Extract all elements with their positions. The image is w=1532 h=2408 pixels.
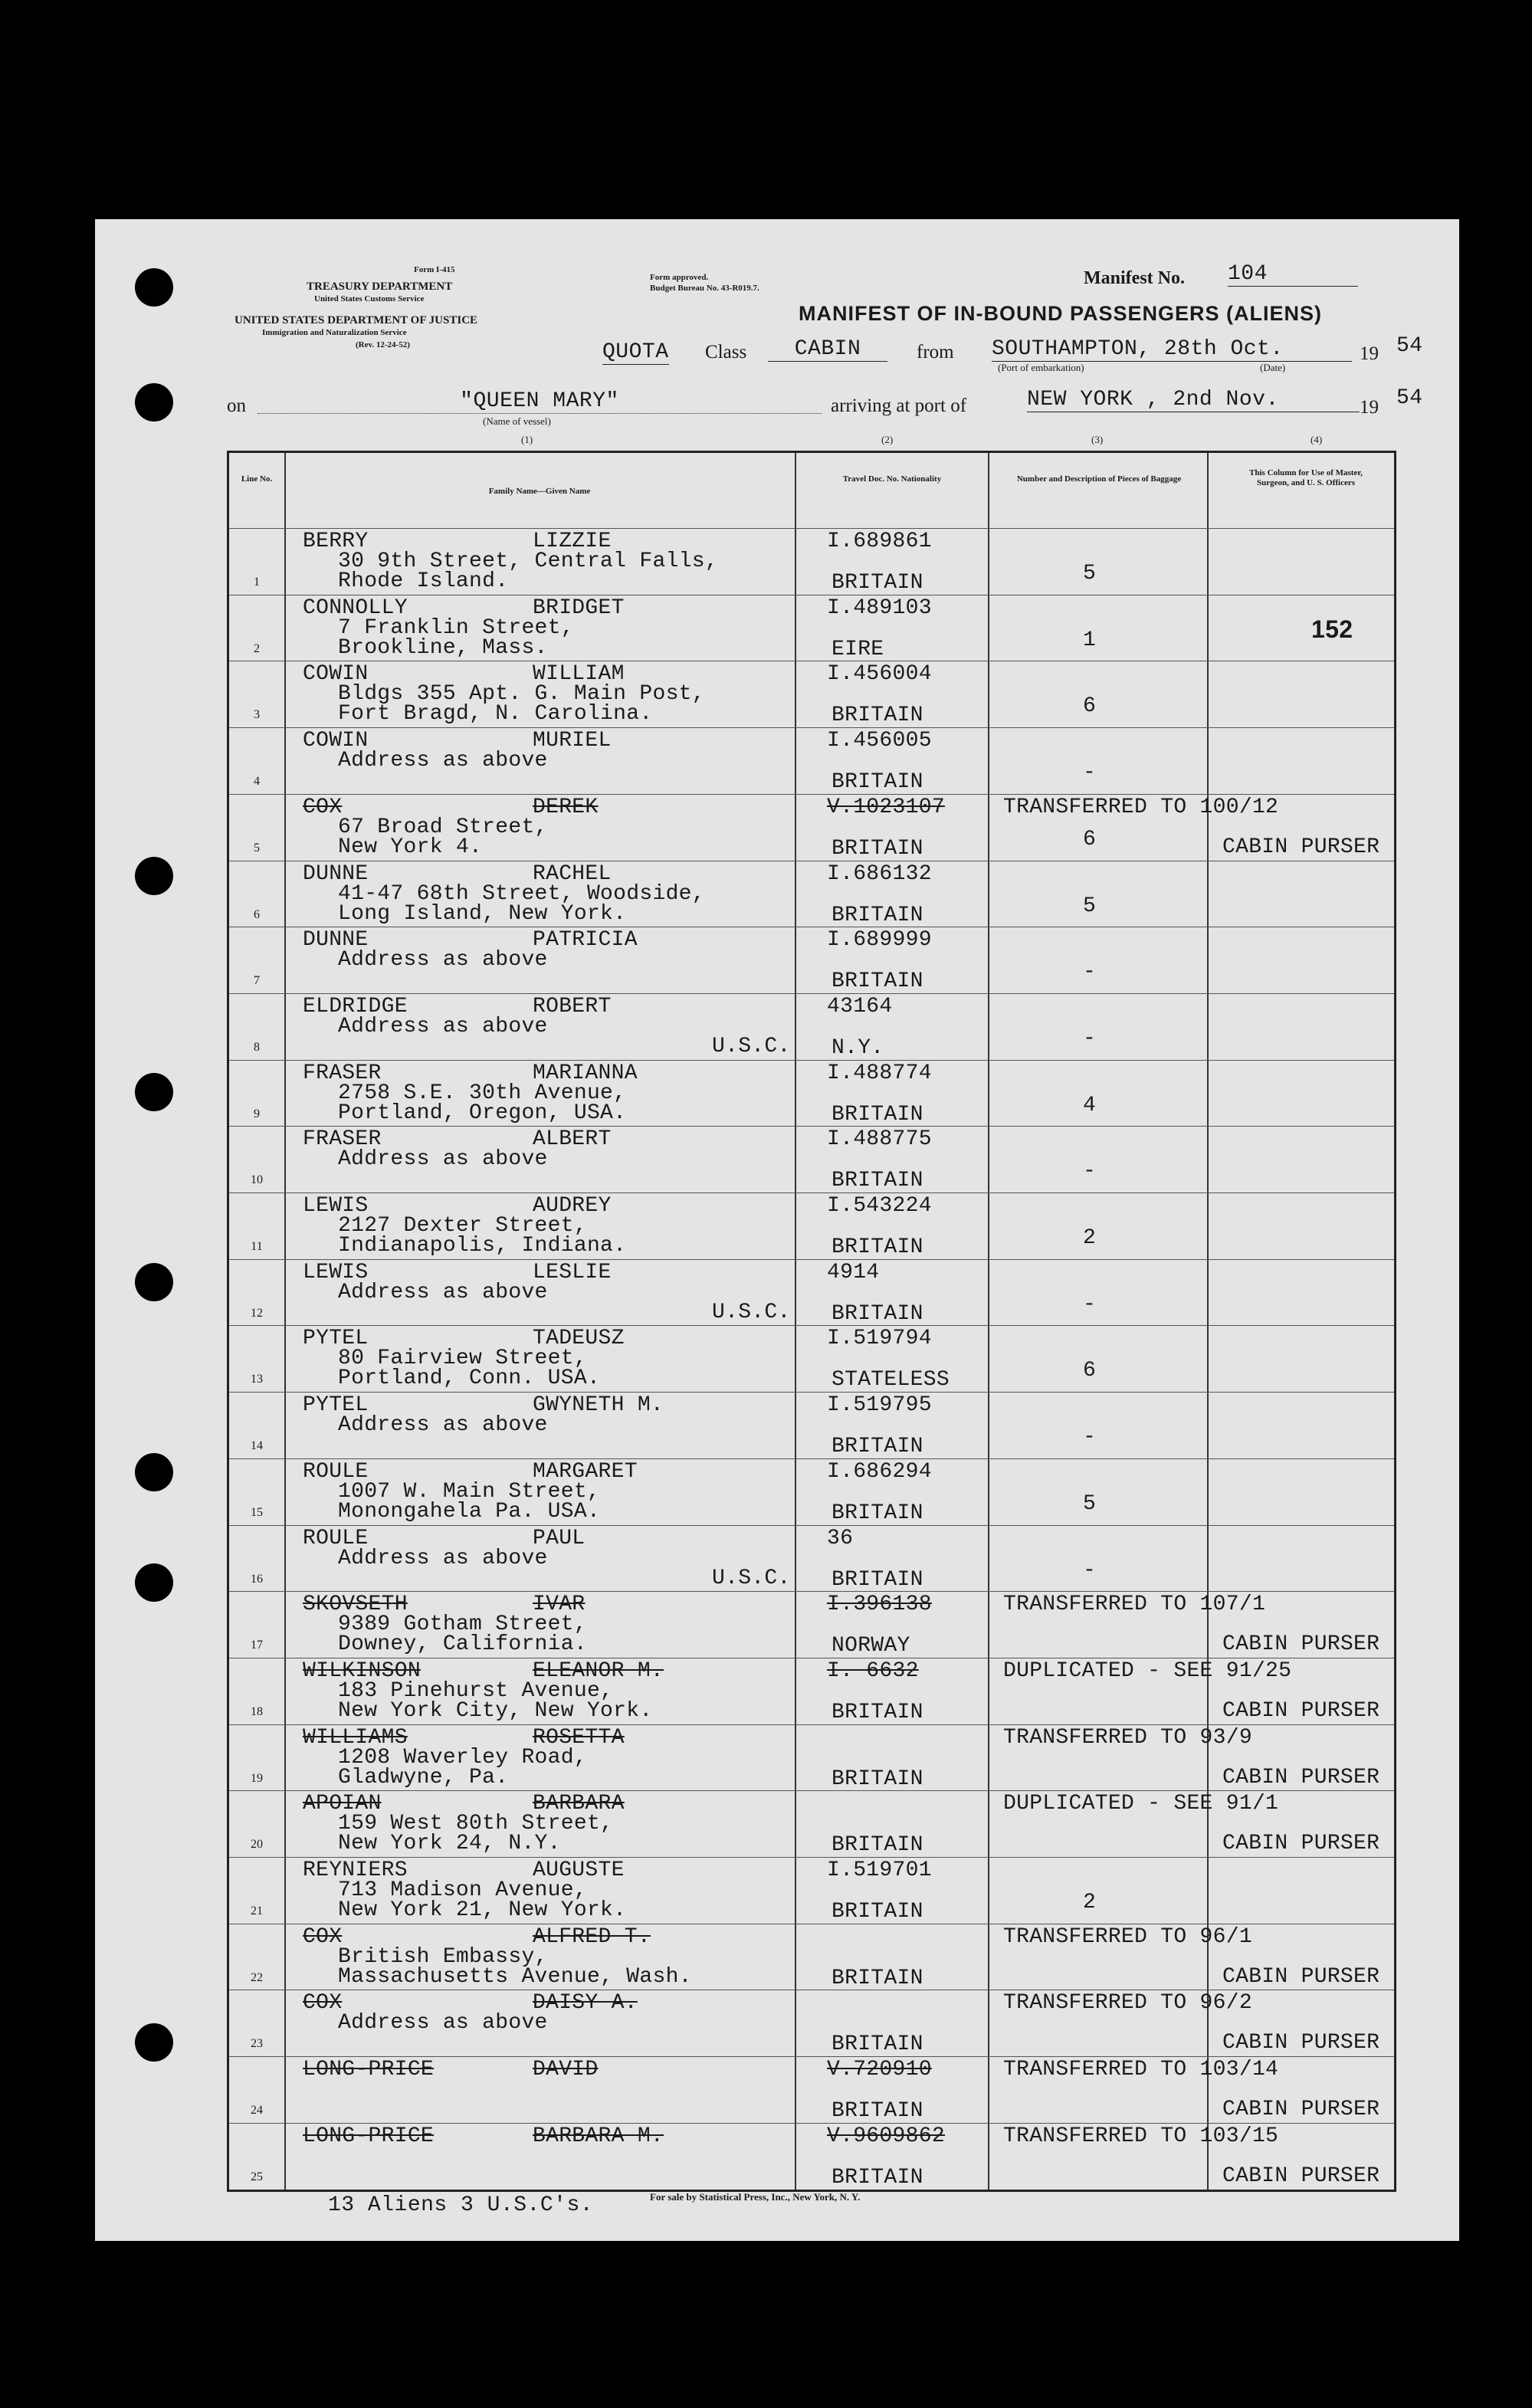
line-number: 12 (251, 1306, 263, 1320)
given-name: LIZZIE (533, 530, 612, 553)
travel-doc-number: I.396138 (827, 1593, 932, 1617)
address-line: Rhode Island. (338, 569, 509, 593)
address-line: 41-47 68th Street, Woodside, (338, 881, 705, 906)
family-name: ROULE (303, 1459, 369, 1484)
col-header-line: Line No. (241, 474, 273, 484)
nationality: BRITAIN (832, 704, 923, 728)
address-line: Address as above (338, 1413, 548, 1438)
family-name: REYNIERS (303, 1858, 408, 1882)
given-name: ALBERT (533, 1127, 612, 1152)
usc-marker: U.S.C. (712, 1300, 791, 1324)
nationality: BRITAIN (832, 1501, 923, 1525)
line-number: 2 (254, 641, 260, 655)
class-label: Class (705, 342, 747, 363)
baggage-count: - (1083, 761, 1097, 786)
baggage-count: 4 (1083, 1093, 1097, 1117)
arrival-port-date: NEW YORK , 2nd Nov. (1027, 388, 1360, 412)
family-name: WILLIAMS (303, 1725, 408, 1750)
nationality: BRITAIN (832, 1102, 923, 1127)
nationality: BRITAIN (832, 2165, 923, 2190)
line-number: 15 (251, 1505, 263, 1519)
form-revision: (Rev. 12-24-52) (356, 340, 410, 349)
col-header-officers: This Column for Use of Master, Surgeon, and U. S. Officers (1249, 468, 1363, 487)
nationality: EIRE (832, 637, 884, 661)
baggage-count: 5 (1083, 894, 1097, 918)
given-name: ALFRED T. (533, 1924, 651, 1949)
baggage-count: - (1083, 1160, 1097, 1184)
line-number: 24 (251, 2104, 263, 2118)
travel-doc-number: I.488775 (827, 1127, 932, 1152)
address-line: Bldgs 355 Apt. G. Main Post, (338, 682, 705, 707)
address-line: 80 Fairview Street, (338, 1347, 587, 1371)
officer-note: TRANSFERRED TO 96/2 (1003, 1991, 1252, 2016)
baggage-count: 2 (1083, 1226, 1097, 1250)
vessel-caption: (Name of vessel) (483, 415, 551, 427)
baggage-count: - (1083, 960, 1097, 985)
given-name: PATRICIA (533, 928, 638, 953)
line-number: 17 (251, 1639, 263, 1652)
nationality: STATELESS (832, 1368, 950, 1393)
row-divider (229, 1724, 1394, 1725)
travel-doc-number: 43164 (827, 994, 893, 1019)
baggage-count: - (1083, 1425, 1097, 1450)
baggage-count: 1 (1083, 628, 1097, 652)
address-line: Long Island, New York. (338, 901, 627, 926)
travel-doc-number: I.689999 (827, 928, 932, 953)
address-line: Monongahela Pa. USA. (338, 1499, 601, 1524)
officer-note-signature: CABIN PURSER (1222, 1765, 1380, 1790)
given-name: WILLIAM (533, 662, 625, 687)
line-number: 8 (254, 1040, 260, 1054)
nationality: BRITAIN (832, 1169, 923, 1193)
nationality: BRITAIN (832, 1235, 923, 1259)
colnum-3: (3) (1091, 434, 1104, 445)
baggage-count: 5 (1083, 562, 1097, 586)
budget-bureau: Budget Bureau No. 43-R019.7. (650, 284, 759, 293)
baggage-count: 6 (1083, 1359, 1097, 1383)
address-line: 183 Pinehurst Avenue, (338, 1678, 614, 1703)
address-line: Address as above (338, 2011, 548, 2036)
given-name: GWYNETH M. (533, 1393, 664, 1418)
given-name: DAISY A. (533, 1991, 638, 2016)
travel-doc-number: I.543224 (827, 1194, 932, 1218)
class-value: CABIN (768, 337, 887, 362)
row-divider (229, 993, 1394, 994)
line-number: 25 (251, 2170, 263, 2183)
nationality: BRITAIN (832, 1900, 923, 1924)
officer-note: TRANSFERRED TO 103/14 (1003, 2058, 1279, 2082)
row-divider (229, 1591, 1394, 1592)
line-number: 9 (254, 1107, 260, 1120)
given-name: MURIEL (533, 729, 612, 753)
dept-justice: UNITED STATES DEPARTMENT OF JUSTICE (235, 314, 478, 326)
address-line: 159 West 80th Street, (338, 1812, 614, 1836)
address-line: 30 9th Street, Central Falls, (338, 550, 718, 573)
address-line: Brookline, Mass. (338, 635, 548, 660)
family-name: LEWIS (303, 1194, 369, 1218)
manifest-label: Manifest No. (1084, 268, 1185, 288)
address-line: Address as above (338, 1147, 548, 1172)
travel-doc-number: I.689861 (827, 530, 932, 553)
officer-note: DUPLICATED - SEE 91/1 (1003, 1792, 1279, 1816)
baggage-count: 6 (1083, 827, 1097, 851)
printer-credit: For sale by Statistical Press, Inc., New York, N. Y. (650, 2191, 861, 2203)
row-divider (229, 1857, 1394, 1858)
row-divider (229, 1392, 1394, 1393)
row-divider (229, 1525, 1394, 1526)
punch-hole (135, 1563, 173, 1602)
line-number: 18 (251, 1704, 263, 1718)
address-line: New York 4. (338, 835, 483, 859)
line-number: 19 (251, 1771, 263, 1785)
given-name: ROSETTA (533, 1725, 625, 1750)
travel-doc-number: I.456005 (827, 729, 932, 753)
address-line: 1007 W. Main Street, (338, 1479, 601, 1504)
officer-note-signature: CABIN PURSER (1222, 2098, 1380, 2122)
given-name: AUGUSTE (533, 1858, 625, 1882)
address-line: 2758 S.E. 30th Avenue, (338, 1081, 627, 1105)
travel-doc-number: I.488774 (827, 1061, 932, 1085)
line-number: 20 (251, 1838, 263, 1852)
line-number: 5 (254, 841, 260, 855)
line-number: 13 (251, 1373, 263, 1386)
travel-doc-number: V.720910 (827, 2058, 932, 2082)
baggage-count: 6 (1083, 694, 1097, 719)
punch-hole (135, 1453, 173, 1491)
manifest-number: 104 (1228, 262, 1358, 287)
punch-hole (135, 383, 173, 422)
officer-note: TRANSFERRED TO 96/1 (1003, 1924, 1252, 1949)
officer-note-signature: CABIN PURSER (1222, 1698, 1380, 1723)
row-divider (229, 2123, 1394, 2124)
travel-doc-number: I.686294 (827, 1459, 932, 1484)
punch-hole (135, 1263, 173, 1301)
given-name: MARGARET (533, 1459, 638, 1484)
row-divider (229, 1126, 1394, 1127)
from-value: SOUTHAMPTON, 28th Oct. (992, 337, 1352, 362)
family-name: ROULE (303, 1526, 369, 1550)
dept-ins: Immigration and Naturalization Service (262, 328, 407, 337)
given-name: AUDREY (533, 1194, 612, 1218)
row-divider (229, 1259, 1394, 1260)
quota-label: QUOTA (602, 340, 669, 364)
family-name: COX (303, 1924, 343, 1949)
given-name: LESLIE (533, 1260, 612, 1284)
officer-note: TRANSFERRED TO 103/15 (1003, 2124, 1279, 2148)
given-name: PAUL (533, 1526, 586, 1550)
year-prefix: 19 (1360, 343, 1379, 364)
address-line: 9389 Gotham Street, (338, 1612, 587, 1637)
address-line: Massachusetts Avenue, Wash. (338, 1964, 692, 1989)
family-name: BERRY (303, 530, 369, 553)
date-caption: (Date) (1260, 362, 1286, 373)
nationality: NORWAY (832, 1634, 910, 1658)
family-name: DUNNE (303, 928, 369, 953)
given-name: BARBARA M. (533, 2124, 664, 2148)
line-number: 3 (254, 708, 260, 722)
nationality: BRITAIN (832, 1966, 923, 1990)
on-label: on (227, 395, 246, 416)
row-divider (229, 1790, 1394, 1791)
nationality: BRITAIN (832, 969, 923, 994)
row-divider (229, 1458, 1394, 1459)
given-name: RACHEL (533, 861, 612, 886)
address-line: New York 21, New York. (338, 1898, 627, 1922)
punch-hole (135, 1073, 173, 1111)
address-line: 1208 Waverley Road, (338, 1745, 587, 1770)
vessel-name: "QUEEN MARY" (258, 389, 822, 414)
officer-note-signature: CABIN PURSER (1222, 1832, 1380, 1856)
arriving-label: arriving at port of (831, 395, 967, 416)
family-name: LONG-PRICE (303, 2058, 435, 2082)
port-embark-caption: (Port of embarkation) (998, 362, 1084, 373)
baggage-count: 5 (1083, 1491, 1097, 1516)
nationality: BRITAIN (832, 1767, 923, 1791)
line-number: 7 (254, 974, 260, 988)
given-name: ROBERT (533, 994, 612, 1019)
family-name: COX (303, 1991, 343, 2016)
officer-note-signature: CABIN PURSER (1222, 2031, 1380, 2055)
given-name: TADEUSZ (533, 1327, 625, 1351)
address-line: British Embassy, (338, 1944, 548, 1969)
travel-doc-number: V.1023107 (827, 795, 945, 819)
officer-note-signature: CABIN PURSER (1222, 1964, 1380, 1989)
line-number: 22 (251, 1970, 263, 1984)
nationality: BRITAIN (832, 1435, 923, 1459)
line-number: 16 (251, 1572, 263, 1586)
travel-doc-number: V.9609862 (827, 2124, 945, 2148)
from-label: from (917, 342, 954, 363)
address-line: 713 Madison Avenue, (338, 1878, 587, 1902)
given-name: ELEANOR M. (533, 1658, 664, 1683)
nationality: BRITAIN (832, 836, 923, 861)
nationality: BRITAIN (832, 770, 923, 795)
punch-hole (135, 268, 173, 307)
family-name: COX (303, 795, 343, 819)
officer-note: DUPLICATED - SEE 91/25 (1003, 1658, 1292, 1683)
family-name: DUNNE (303, 861, 369, 886)
travel-doc-number: 36 (827, 1526, 854, 1550)
nationality: BRITAIN (832, 1700, 923, 1724)
officer-note-signature: CABIN PURSER (1222, 835, 1380, 859)
usc-marker: U.S.C. (712, 1034, 791, 1058)
travel-doc-number: 4914 (827, 1260, 880, 1284)
nationality: BRITAIN (832, 1567, 923, 1592)
family-name: WILKINSON (303, 1658, 421, 1683)
usc-marker: U.S.C. (712, 1566, 791, 1590)
family-name: APOIAN (303, 1792, 382, 1816)
family-name: LEWIS (303, 1260, 369, 1284)
address-line: Downey, California. (338, 1632, 587, 1657)
given-name: IVAR (533, 1593, 586, 1617)
address-line: Address as above (338, 948, 548, 973)
family-name: CONNOLLY (303, 595, 408, 620)
manifest-title: MANIFEST OF IN-BOUND PASSENGERS (ALIENS) (799, 302, 1323, 325)
row-divider (229, 1325, 1394, 1326)
travel-doc-number: I.519794 (827, 1327, 932, 1351)
family-name: PYTEL (303, 1393, 369, 1418)
officer-note-signature: CABIN PURSER (1222, 2164, 1380, 2188)
address-line: Address as above (338, 749, 548, 773)
baggage-count: - (1083, 1558, 1097, 1583)
dept-treasury: TREASURY DEPARTMENT (307, 280, 453, 293)
nationality: BRITAIN (832, 2032, 923, 2057)
nationality: BRITAIN (832, 1833, 923, 1858)
nationality: BRITAIN (832, 1301, 923, 1326)
baggage-count: - (1083, 1292, 1097, 1317)
line-number: 21 (251, 1904, 263, 1918)
travel-doc-number: I.519701 (827, 1858, 932, 1882)
punch-hole (135, 857, 173, 895)
passenger-table (227, 451, 1396, 2192)
row-divider (229, 727, 1394, 728)
line-number: 4 (254, 775, 260, 789)
line-number: 11 (251, 1240, 263, 1253)
given-name: DAVID (533, 2058, 599, 2082)
colnum-2: (2) (881, 434, 894, 445)
line-number: 14 (251, 1439, 263, 1453)
family-name: ELDRIDGE (303, 994, 408, 1019)
year2-prefix: 19 (1360, 397, 1379, 418)
officer-note: TRANSFERRED TO 107/1 (1003, 1593, 1266, 1617)
colnum-1: (1) (521, 434, 533, 445)
line-number: 10 (251, 1173, 263, 1187)
col-header-name: Family Name—Given Name (488, 487, 591, 496)
baggage-count: - (1083, 1026, 1097, 1051)
line-number: 6 (254, 907, 260, 921)
address-line: Indianapolis, Indiana. (338, 1234, 627, 1258)
row-divider (229, 1060, 1394, 1061)
address-line: Portland, Conn. USA. (338, 1366, 601, 1391)
given-name: BRIDGET (533, 595, 625, 620)
col-header-travel-doc: Travel Doc. No. Nationality (842, 474, 942, 484)
col-header-baggage: Number and Description of Pieces of Baggage (1016, 474, 1182, 484)
row-divider (229, 794, 1394, 795)
given-name: MARIANNA (533, 1061, 638, 1085)
address-line: 67 Broad Street, (338, 815, 548, 839)
nationality: BRITAIN (832, 571, 923, 595)
family-name: SKOVSETH (303, 1593, 408, 1617)
family-name: COWIN (303, 662, 369, 687)
address-line: Address as above (338, 1014, 548, 1038)
form-number: Form I-415 (414, 265, 455, 274)
address-line: New York 24, N.Y. (338, 1832, 561, 1856)
address-line: Address as above (338, 1546, 548, 1570)
travel-doc-number: I.686132 (827, 861, 932, 886)
officer-note: TRANSFERRED TO 93/9 (1003, 1725, 1252, 1750)
family-name: LONG-PRICE (303, 2124, 435, 2148)
officer-count: 152 (1311, 615, 1353, 643)
address-line: Portland, Oregon, USA. (338, 1101, 627, 1125)
colnum-4: (4) (1311, 434, 1323, 445)
line-number: 23 (251, 2037, 263, 2051)
alien-summary: 13 Aliens 3 U.S.C's. (328, 2193, 594, 2217)
travel-doc-number: I.489103 (827, 595, 932, 620)
address-line: Fort Bragd, N. Carolina. (338, 702, 653, 727)
given-name: BARBARA (533, 1792, 625, 1816)
address-line: New York City, New York. (338, 1698, 653, 1723)
address-line: Address as above (338, 1280, 548, 1304)
family-name: FRASER (303, 1127, 382, 1152)
year2-value: 54 (1396, 386, 1423, 410)
travel-doc-number: I. 6632 (827, 1658, 919, 1683)
year-value: 54 (1396, 334, 1423, 358)
baggage-count: 2 (1083, 1891, 1097, 1914)
address-line: 2127 Dexter Street, (338, 1214, 587, 1238)
punch-hole (135, 2023, 173, 2062)
family-name: COWIN (303, 729, 369, 753)
form-approved: Form approved. (650, 273, 709, 282)
travel-doc-number: I.456004 (827, 662, 932, 687)
family-name: PYTEL (303, 1327, 369, 1351)
row-divider (229, 2056, 1394, 2057)
officer-note: TRANSFERRED TO 100/12 (1003, 795, 1279, 819)
nationality: BRITAIN (832, 2099, 923, 2124)
dept-customs: United States Customs Service (314, 294, 425, 303)
travel-doc-number: I.519795 (827, 1393, 932, 1418)
nationality: BRITAIN (832, 903, 923, 927)
officer-note-signature: CABIN PURSER (1222, 1632, 1380, 1657)
address-line: 7 Franklin Street, (338, 615, 574, 640)
address-line: Gladwyne, Pa. (338, 1765, 509, 1790)
line-number: 1 (254, 576, 260, 589)
family-name: FRASER (303, 1061, 382, 1085)
given-name: DEREK (533, 795, 599, 819)
nationality: N.Y. (832, 1035, 884, 1060)
